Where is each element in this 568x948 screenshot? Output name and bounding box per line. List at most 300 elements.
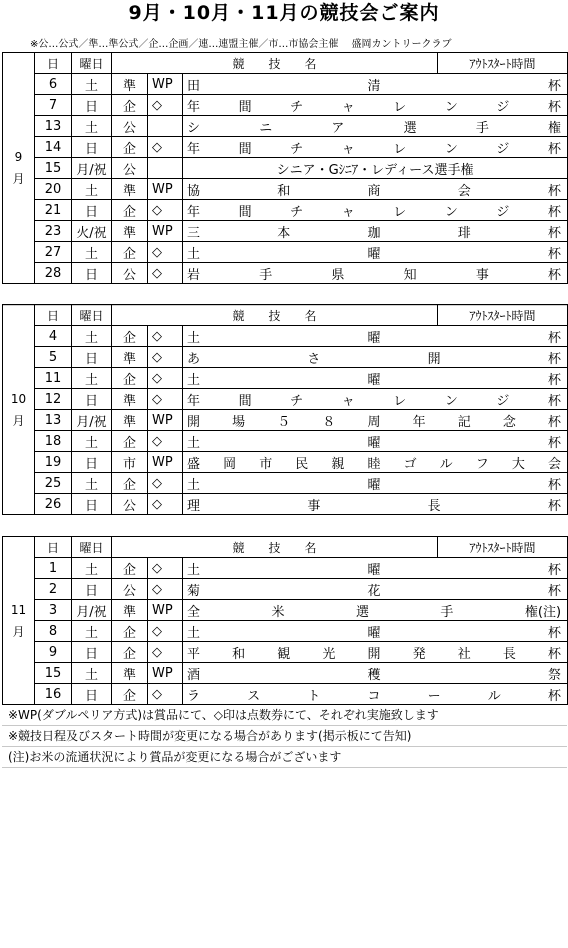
row-weekday: 火/祝: [72, 221, 112, 242]
row-day: 1: [35, 558, 72, 579]
event-name-char: ８: [322, 414, 336, 430]
row-day: 4: [35, 326, 72, 347]
legend-note: ※公…公式／準…準公式／企…企画／連…連盟主催／市…市協会主催 盛岡カントリークラブ: [30, 39, 452, 50]
row-weekday: 日: [72, 389, 112, 410]
event-name-char: 社: [457, 646, 471, 662]
event-name-char: ャ: [341, 204, 355, 220]
event-name-char: ル: [487, 688, 501, 704]
event-name-char: ン: [444, 99, 458, 115]
row-day: 18: [35, 431, 72, 452]
row-day: 28: [35, 263, 72, 284]
event-name-char: さ: [307, 351, 321, 367]
event-name-char: ジ: [496, 393, 510, 409]
row-category: 準: [112, 347, 148, 368]
event-name-char: ア: [331, 120, 345, 136]
event-name-char: 土: [187, 625, 201, 641]
row-event-name: [183, 116, 568, 137]
row-weekday: 日: [72, 684, 112, 705]
event-name-char: レ: [393, 99, 407, 115]
event-name-char: レ: [393, 204, 407, 220]
event-name-char: 杯: [548, 78, 562, 94]
header-day: 日: [35, 305, 72, 326]
event-name-char: 場: [232, 414, 246, 430]
row-format: ◇: [148, 389, 183, 410]
header-name-text: 競 技 名: [232, 540, 317, 555]
event-name-char: 全: [187, 604, 201, 620]
event-name-char: 理: [187, 498, 201, 514]
schedule-row: [3, 263, 568, 284]
row-category: 企: [112, 326, 148, 347]
event-name-char: 和: [232, 646, 246, 662]
row-format: ◇: [148, 621, 183, 642]
row-day: 11: [35, 368, 72, 389]
event-name-char: 選: [403, 120, 417, 136]
schedule-row: [3, 95, 568, 116]
event-name-char: 曜: [367, 562, 381, 578]
event-name-char: 年: [187, 141, 201, 157]
header-day: 日: [35, 537, 72, 558]
row-category: 企: [112, 95, 148, 116]
row-event-name: [183, 221, 568, 242]
header-name: [112, 53, 438, 74]
row-weekday: 日: [72, 263, 112, 284]
header-row: [3, 537, 568, 558]
row-weekday: 月/祝: [72, 600, 112, 621]
row-format: [148, 158, 183, 179]
schedule-row: [3, 116, 568, 137]
event-name-char: チ: [290, 204, 304, 220]
event-name-spread: [183, 580, 567, 599]
event-name-char: 会: [457, 183, 471, 199]
event-name-char: 民: [295, 456, 309, 472]
schedule-row: [3, 579, 568, 600]
month-unit: 月: [12, 413, 25, 428]
event-name-char: 盛: [187, 456, 201, 472]
row-weekday: 日: [72, 137, 112, 158]
event-name-char: 年: [187, 99, 201, 115]
event-name-char: 商: [367, 183, 381, 199]
event-name-char: 間: [238, 141, 252, 157]
row-weekday: 日: [72, 494, 112, 515]
event-name-char: 岩: [187, 267, 201, 283]
row-event-name: [183, 621, 568, 642]
row-format: ◇: [148, 579, 183, 600]
row-day: 9: [35, 642, 72, 663]
row-event-name: [183, 494, 568, 515]
event-name-char: ゴ: [403, 456, 417, 472]
schedule-row: [3, 368, 568, 389]
event-name-char: 間: [238, 99, 252, 115]
row-category: 企: [112, 368, 148, 389]
row-weekday: 月/祝: [72, 158, 112, 179]
schedule-row: [3, 389, 568, 410]
event-name-spread: [183, 474, 567, 493]
row-day: 15: [35, 663, 72, 684]
event-name-char: 開: [427, 351, 441, 367]
schedule-row: [3, 158, 568, 179]
footnote-2: ※競技日程及びスタート時間が変更になる場合があります(掲示板にて告知): [2, 726, 567, 747]
header-row: [3, 305, 568, 326]
row-category: 企: [112, 642, 148, 663]
month-number: 11: [10, 602, 27, 617]
row-weekday: 土: [72, 326, 112, 347]
row-weekday: 土: [72, 179, 112, 200]
event-name-char: 曜: [367, 246, 381, 262]
event-name-char: ー: [427, 688, 441, 704]
event-name-char: 土: [187, 562, 201, 578]
event-name-char: 手: [259, 267, 273, 283]
row-weekday: 土: [72, 621, 112, 642]
row-category: 公: [112, 263, 148, 284]
row-weekday: 土: [72, 116, 112, 137]
event-name-spread: [183, 180, 567, 199]
event-name-char: レ: [393, 393, 407, 409]
row-day: 3: [35, 600, 72, 621]
page-title: 9月・10月・11月の競技会ご案内: [128, 2, 440, 24]
row-event-name: [183, 600, 568, 621]
event-name-char: 杯: [547, 99, 561, 115]
row-format: WP: [148, 410, 183, 431]
row-category: 企: [112, 684, 148, 705]
schedule-row: [3, 473, 568, 494]
event-name-char: 花: [367, 583, 381, 599]
row-format: WP: [148, 179, 183, 200]
event-name-char: 手: [440, 604, 454, 620]
event-name-char: ン: [444, 141, 458, 157]
row-event-name: [183, 368, 568, 389]
row-event-name: [183, 242, 568, 263]
event-name-spread: [183, 601, 567, 620]
event-name-char: 土: [187, 477, 201, 493]
month-number: 10: [10, 391, 27, 406]
row-category: 準: [112, 663, 148, 684]
event-name-char: 杯: [548, 646, 562, 662]
event-name-spread: [183, 664, 567, 683]
row-weekday: 日: [72, 452, 112, 473]
schedule-row: [3, 431, 568, 452]
event-name-char: 念: [502, 414, 516, 430]
event-name-char: 周: [367, 414, 381, 430]
row-day: 5: [35, 347, 72, 368]
row-day: 25: [35, 473, 72, 494]
row-event-name: [183, 158, 568, 179]
event-name-char: 祭: [548, 667, 562, 683]
row-format: ◇: [148, 95, 183, 116]
row-event-name: [183, 95, 568, 116]
schedule-row: [3, 179, 568, 200]
event-name-char: 杯: [548, 435, 562, 451]
event-name-char: 杯: [547, 141, 561, 157]
row-format: ◇: [148, 473, 183, 494]
header-name-text: 競 技 名: [232, 308, 317, 323]
row-category: 準: [112, 179, 148, 200]
schedule-row: [3, 200, 568, 221]
event-name-char: 長: [502, 646, 516, 662]
row-day: 15: [35, 158, 72, 179]
event-name-char: 杯: [548, 246, 562, 262]
schedule-row: [3, 600, 568, 621]
spacer-row: [2, 516, 567, 537]
schedule-row: [3, 642, 568, 663]
event-name-char: ャ: [341, 393, 355, 409]
row-day: 26: [35, 494, 72, 515]
header-time: ｱｳﾄｽﾀｰﾄ時間: [438, 305, 568, 326]
event-name-char: 会: [547, 456, 561, 472]
event-name-spread: [183, 685, 567, 704]
event-name-spread: [183, 622, 567, 641]
row-weekday: 土: [72, 74, 112, 95]
row-weekday: 土: [72, 431, 112, 452]
row-event-name: [183, 558, 568, 579]
event-name-char: 選: [355, 604, 369, 620]
row-format: WP: [148, 600, 183, 621]
event-name-char: ャ: [341, 141, 355, 157]
row-day: 7: [35, 95, 72, 116]
event-name-char: チ: [290, 141, 304, 157]
row-event-name: [183, 473, 568, 494]
event-name-spread: [183, 411, 567, 430]
event-name-char: 岡: [223, 456, 237, 472]
row-format: ◇: [148, 137, 183, 158]
row-event-name: [183, 452, 568, 473]
row-category: 準: [112, 389, 148, 410]
event-name-char: 光: [322, 646, 336, 662]
row-weekday: 日: [72, 642, 112, 663]
row-event-name: [183, 579, 568, 600]
event-name-char: 清: [367, 78, 381, 94]
event-name-char: 年: [187, 393, 201, 409]
row-event-name: [183, 684, 568, 705]
row-format: [148, 116, 183, 137]
row-format: ◇: [148, 431, 183, 452]
schedule-row: [3, 410, 568, 431]
row-category: 準: [112, 600, 148, 621]
header-weekday: 曜日: [72, 537, 112, 558]
event-name-char: チ: [290, 393, 304, 409]
event-name-char: 杯: [547, 204, 561, 220]
row-category: 準: [112, 74, 148, 95]
event-name-char: 曜: [367, 625, 381, 641]
month-label: [3, 305, 35, 515]
row-category: 企: [112, 242, 148, 263]
schedule-table-november: [2, 536, 568, 705]
header-row: [3, 53, 568, 74]
header-name: [112, 305, 438, 326]
event-name-char: 穫: [367, 667, 381, 683]
event-name-char: 杯: [548, 625, 562, 641]
event-name-char: 県: [331, 267, 345, 283]
event-name-char: 観: [277, 646, 291, 662]
event-name-char: 協: [187, 183, 201, 199]
event-name-text: シニア・Gｼﾆｱ・レディース選手権: [276, 162, 474, 178]
row-event-name: [183, 326, 568, 347]
row-event-name: [183, 74, 568, 95]
row-event-name: [183, 431, 568, 452]
event-name-char: ジ: [496, 141, 510, 157]
schedule-table-october: [2, 304, 568, 515]
event-name-char: コ: [367, 688, 381, 704]
event-name-char: 酒: [187, 667, 201, 683]
event-name-char: 手: [475, 120, 489, 136]
event-name-char: 曜: [367, 372, 381, 388]
row-event-name: [183, 263, 568, 284]
row-weekday: 月/祝: [72, 410, 112, 431]
event-name-char: ５: [277, 414, 291, 430]
event-name-char: 杯: [547, 688, 561, 704]
row-weekday: 土: [72, 663, 112, 684]
event-name-char: 長: [427, 498, 441, 514]
event-name-spread: [183, 243, 567, 262]
event-name-spread: [183, 369, 567, 388]
event-name-spread: [183, 75, 567, 94]
schedule-row: [3, 326, 568, 347]
schedule-row: [3, 621, 568, 642]
event-name-char: 杯: [548, 583, 562, 599]
event-name-spread: [183, 222, 567, 241]
event-name-char: 杯: [548, 267, 562, 283]
row-category: 公: [112, 579, 148, 600]
row-category: 企: [112, 137, 148, 158]
schedule-row: [3, 494, 568, 515]
row-event-name: [183, 200, 568, 221]
event-name-spread: [183, 495, 567, 514]
month-unit: 月: [12, 172, 25, 186]
schedule-row: [3, 242, 568, 263]
event-name-spread: [183, 643, 567, 662]
row-category: 市: [112, 452, 148, 473]
row-format: ◇: [148, 494, 183, 515]
row-day: 20: [35, 179, 72, 200]
event-name-char: 年: [412, 414, 426, 430]
row-day: 6: [35, 74, 72, 95]
row-format: ◇: [148, 326, 183, 347]
event-name-char: 曜: [367, 435, 381, 451]
schedule-row: [3, 452, 568, 473]
header-weekday: 曜日: [72, 53, 112, 74]
event-name-char: 杯: [548, 183, 562, 199]
event-name-char: 記: [457, 414, 471, 430]
event-name-spread: [183, 138, 567, 157]
event-name-char: 土: [187, 246, 201, 262]
event-name-char: 間: [238, 393, 252, 409]
event-name-char: 権(注): [524, 604, 562, 620]
event-name-char: 杯: [548, 562, 562, 578]
event-name-char: 年: [187, 204, 201, 220]
header-name: [112, 537, 438, 558]
header-weekday: 曜日: [72, 305, 112, 326]
event-name-char: ニ: [259, 120, 273, 136]
event-name-char: 土: [187, 330, 201, 346]
schedule-row: [3, 137, 568, 158]
row-day: 16: [35, 684, 72, 705]
event-name-spread: [183, 264, 567, 283]
event-name-spread: [183, 96, 567, 115]
event-name-char: ト: [307, 688, 321, 704]
event-name-char: 権: [548, 120, 562, 136]
row-event-name: [183, 410, 568, 431]
event-name-char: 開: [367, 646, 381, 662]
row-format: ◇: [148, 347, 183, 368]
event-name-spread: [183, 348, 567, 367]
row-day: 8: [35, 621, 72, 642]
row-day: 13: [35, 116, 72, 137]
header-day: 日: [35, 53, 72, 74]
row-format: WP: [148, 221, 183, 242]
event-name-char: 杯: [548, 225, 562, 241]
footnote-3: (注)お米の流通状況により賞品が変更になる場合がございます: [2, 747, 567, 768]
row-day: 12: [35, 389, 72, 410]
row-day: 23: [35, 221, 72, 242]
event-name-char: ジ: [496, 99, 510, 115]
event-name-char: 事: [307, 498, 321, 514]
row-day: 27: [35, 242, 72, 263]
header-time: ｱｳﾄｽﾀｰﾄ時間: [438, 53, 568, 74]
row-category: 公: [112, 494, 148, 515]
row-day: 14: [35, 137, 72, 158]
event-name-spread: [183, 390, 567, 409]
event-name-char: 発: [412, 646, 426, 662]
event-name-char: 琲: [457, 225, 471, 241]
month-number: 9: [14, 150, 23, 164]
row-day: 2: [35, 579, 72, 600]
month-label: [3, 53, 35, 284]
header-name-text: 競 技 名: [232, 56, 317, 71]
event-name-char: 杯: [548, 330, 562, 346]
row-weekday: 土: [72, 368, 112, 389]
row-event-name: [183, 179, 568, 200]
event-name-char: 大: [511, 456, 525, 472]
schedule-row: [3, 663, 568, 684]
row-day: 13: [35, 410, 72, 431]
spacer-row: [2, 285, 567, 306]
event-name-char: あ: [187, 351, 201, 367]
event-name-char: 親: [331, 456, 345, 472]
event-name-char: 杯: [547, 498, 561, 514]
row-format: ◇: [148, 242, 183, 263]
row-format: WP: [148, 452, 183, 473]
event-name-char: 本: [277, 225, 291, 241]
event-name-char: 知: [403, 267, 417, 283]
schedule-row: [3, 684, 568, 705]
row-category: 企: [112, 200, 148, 221]
event-name-char: 事: [475, 267, 489, 283]
row-category: 企: [112, 558, 148, 579]
event-name-char: 杯: [548, 477, 562, 493]
row-day: 21: [35, 200, 72, 221]
event-name-char: 珈: [367, 225, 381, 241]
event-name-char: 杯: [547, 351, 561, 367]
row-category: 準: [112, 221, 148, 242]
row-category: 公: [112, 116, 148, 137]
event-name-char: ラ: [187, 688, 201, 704]
event-name-char: フ: [475, 456, 489, 472]
row-category: 企: [112, 473, 148, 494]
event-name-char: 杯: [548, 414, 562, 430]
row-format: ◇: [148, 263, 183, 284]
row-format: ◇: [148, 368, 183, 389]
row-weekday: 日: [72, 579, 112, 600]
event-name-char: 曜: [367, 477, 381, 493]
row-category: 企: [112, 621, 148, 642]
event-name-spread: [183, 432, 567, 451]
row-weekday: 日: [72, 95, 112, 116]
row-format: ◇: [148, 200, 183, 221]
row-format: WP: [148, 74, 183, 95]
event-name-char: ル: [439, 456, 453, 472]
schedule-row: [3, 74, 568, 95]
event-name-char: 土: [187, 435, 201, 451]
event-name-char: チ: [290, 99, 304, 115]
